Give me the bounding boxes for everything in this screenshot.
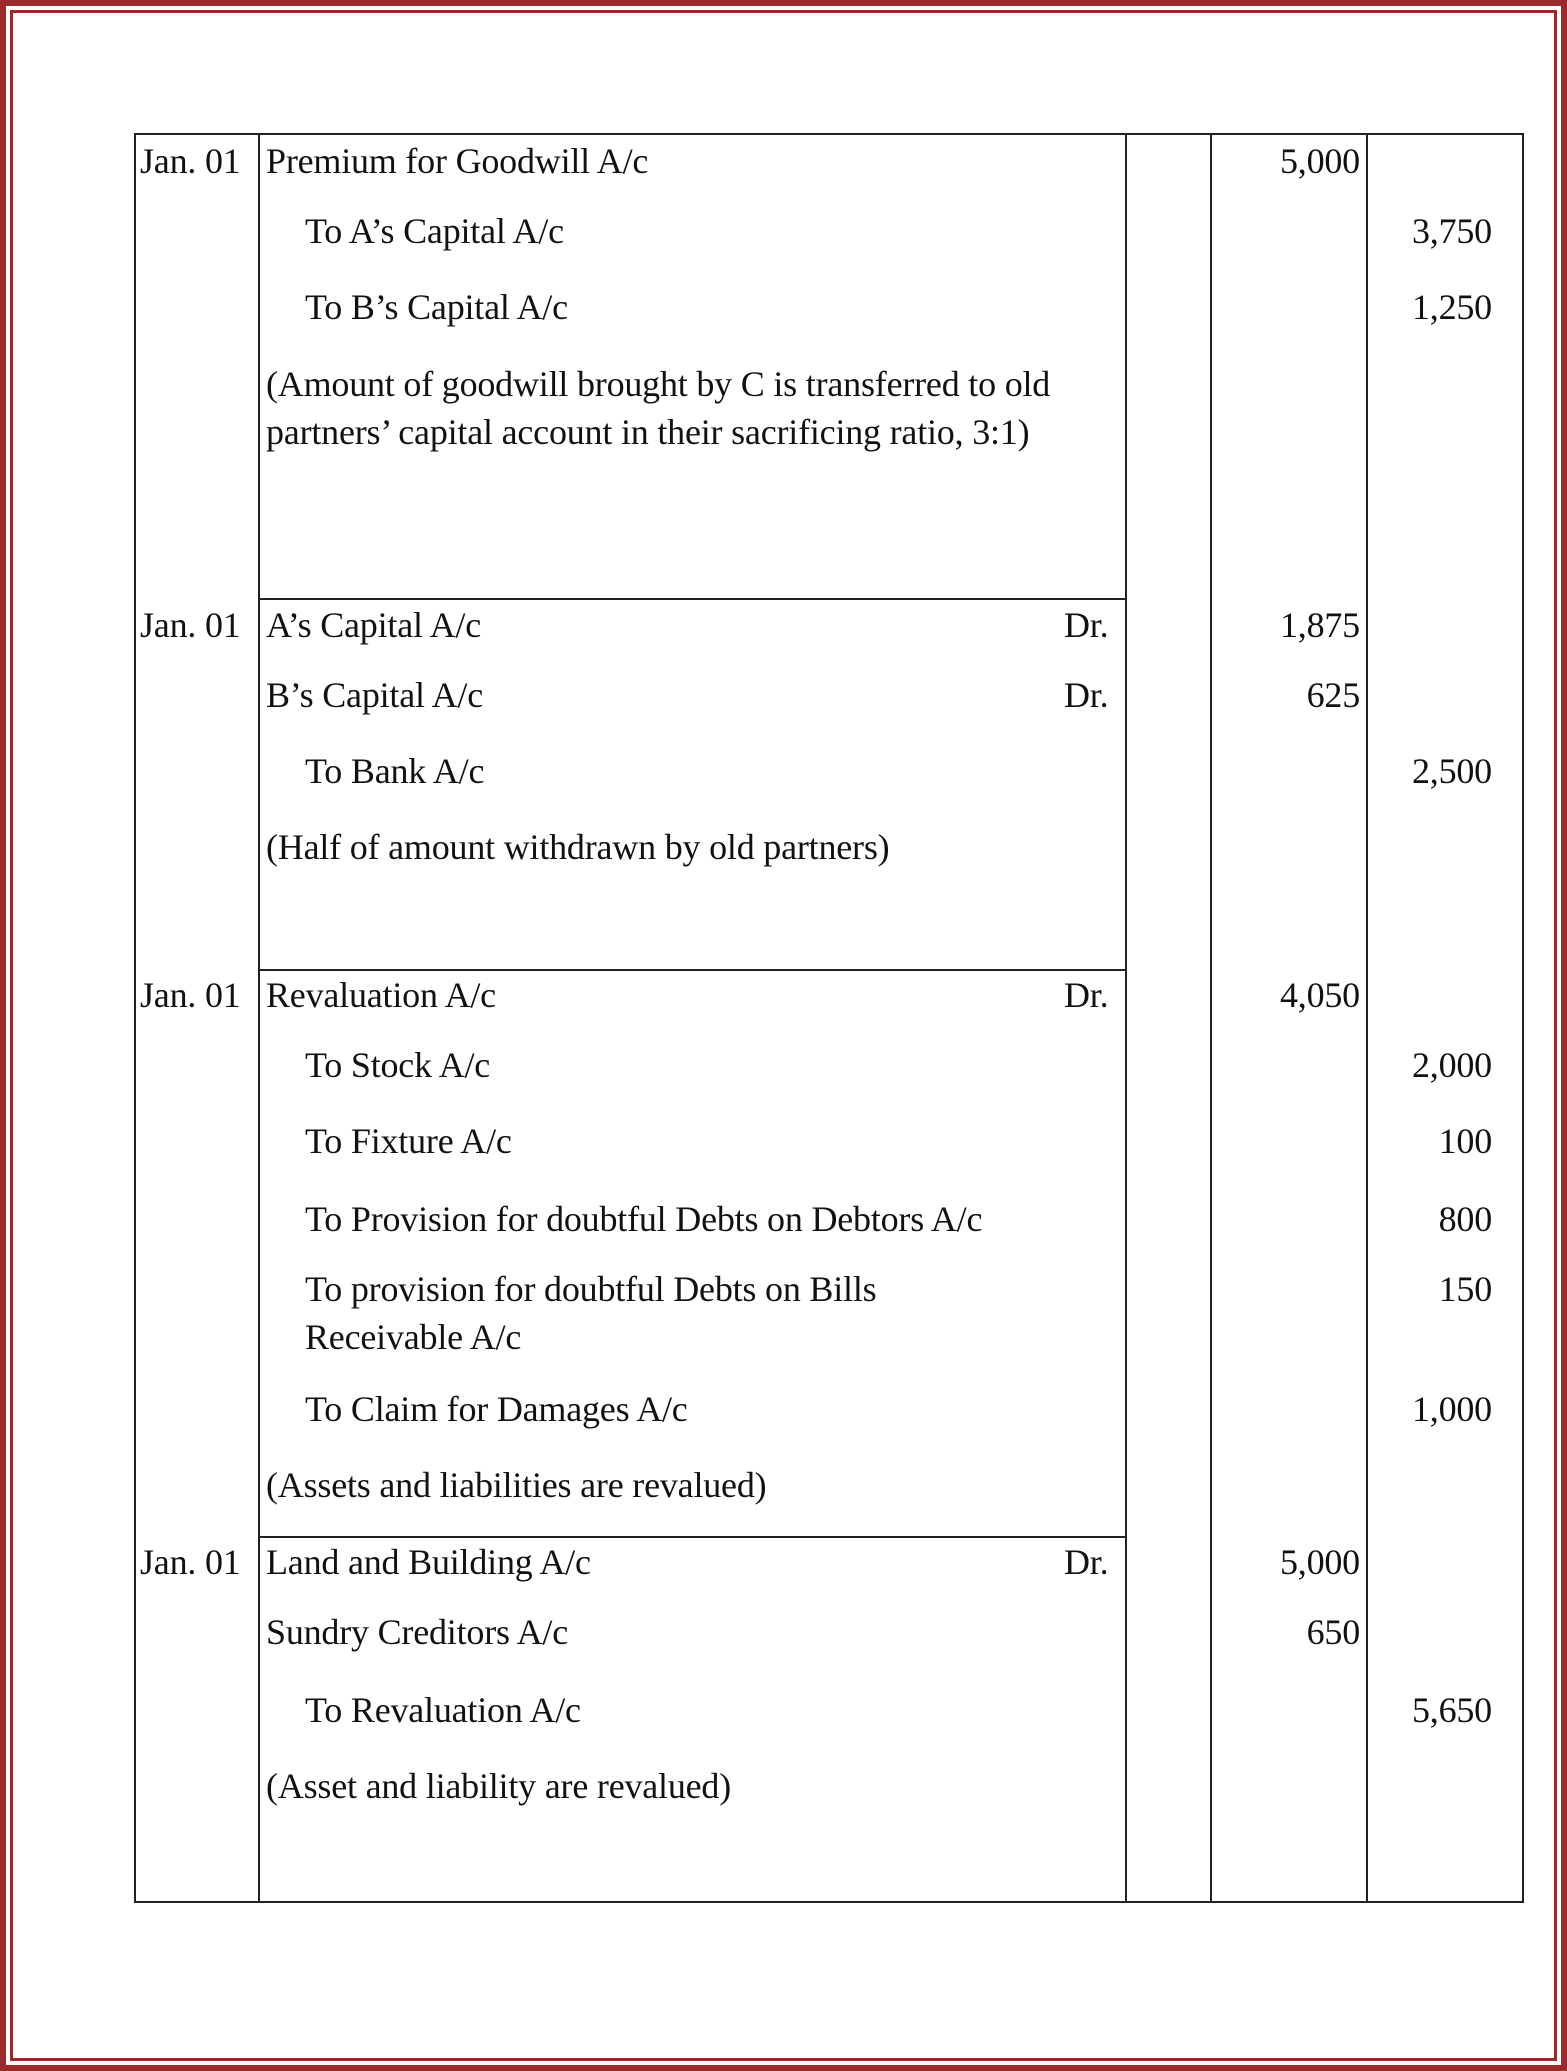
debit-account: Premium for Goodwill A/c bbox=[266, 141, 649, 181]
narration: (Half of amount withdrawn by old partners) bbox=[266, 827, 890, 867]
credit-amount: 100 bbox=[1438, 1121, 1492, 1161]
credit-amount: 2,500 bbox=[1411, 751, 1492, 791]
dr-mark: Dr. bbox=[1064, 1542, 1109, 1582]
column-rule-debit bbox=[1366, 135, 1368, 1901]
credit-amount: 1,250 bbox=[1411, 287, 1492, 327]
credit-account: To B’s Capital A/c bbox=[305, 287, 568, 327]
entry-date: Jan. 01 bbox=[140, 975, 241, 1015]
dr-mark: Dr. bbox=[1064, 675, 1109, 715]
column-rule-lf bbox=[1210, 135, 1212, 1901]
credit-account: To A’s Capital A/c bbox=[305, 211, 564, 251]
debit-account: B’s Capital A/c bbox=[266, 675, 483, 715]
narration: (Asset and liability are revalued) bbox=[266, 1766, 732, 1806]
credit-amount: 150 bbox=[1438, 1269, 1492, 1309]
debit-account: Sundry Creditors A/c bbox=[266, 1612, 568, 1652]
entry-date: Jan. 01 bbox=[140, 141, 241, 181]
journal-table bbox=[134, 133, 1524, 1903]
entry-date: Jan. 01 bbox=[140, 605, 241, 645]
credit-amount: 2,000 bbox=[1411, 1045, 1492, 1085]
credit-account: To Bank A/c bbox=[305, 751, 485, 791]
column-rule-particulars bbox=[1125, 135, 1127, 1901]
debit-amount: 625 bbox=[1306, 675, 1360, 715]
credit-amount: 800 bbox=[1438, 1199, 1492, 1239]
debit-amount: 1,875 bbox=[1279, 605, 1360, 645]
debit-account: Land and Building A/c bbox=[266, 1542, 591, 1582]
credit-amount: 1,000 bbox=[1411, 1389, 1492, 1429]
credit-account: To Fixture A/c bbox=[305, 1121, 512, 1161]
debit-amount: 5,000 bbox=[1279, 141, 1360, 181]
column-rule-date bbox=[258, 135, 260, 1901]
credit-amount: 5,650 bbox=[1411, 1690, 1492, 1730]
credit-account: To Provision for doubtful Debts on Debtors A/c bbox=[305, 1199, 983, 1239]
credit-account: To Revaluation A/c bbox=[305, 1690, 581, 1730]
credit-account: To Claim for Damages A/c bbox=[305, 1389, 688, 1429]
dr-mark: Dr. bbox=[1064, 975, 1109, 1015]
credit-account: To provision for doubtful Debts on Bills Receivable A/c bbox=[305, 1269, 877, 1357]
debit-account: A’s Capital A/c bbox=[266, 605, 481, 645]
debit-amount: 5,000 bbox=[1279, 1542, 1360, 1582]
narration: (Assets and liabilities are revalued) bbox=[266, 1465, 767, 1505]
dr-mark: Dr. bbox=[1064, 605, 1109, 645]
credit-amount: 3,750 bbox=[1411, 211, 1492, 251]
debit-amount: 650 bbox=[1306, 1612, 1360, 1652]
entry-date: Jan. 01 bbox=[140, 1542, 241, 1582]
credit-account: To Stock A/c bbox=[305, 1045, 491, 1085]
narration: (Amount of goodwill brought by C is transferred to old partners’ capital account in their sacrificing ratio, 3:1) bbox=[266, 364, 1051, 452]
debit-amount: 4,050 bbox=[1279, 975, 1360, 1015]
debit-account: Revaluation A/c bbox=[266, 975, 496, 1015]
entry-separator bbox=[258, 598, 1125, 600]
